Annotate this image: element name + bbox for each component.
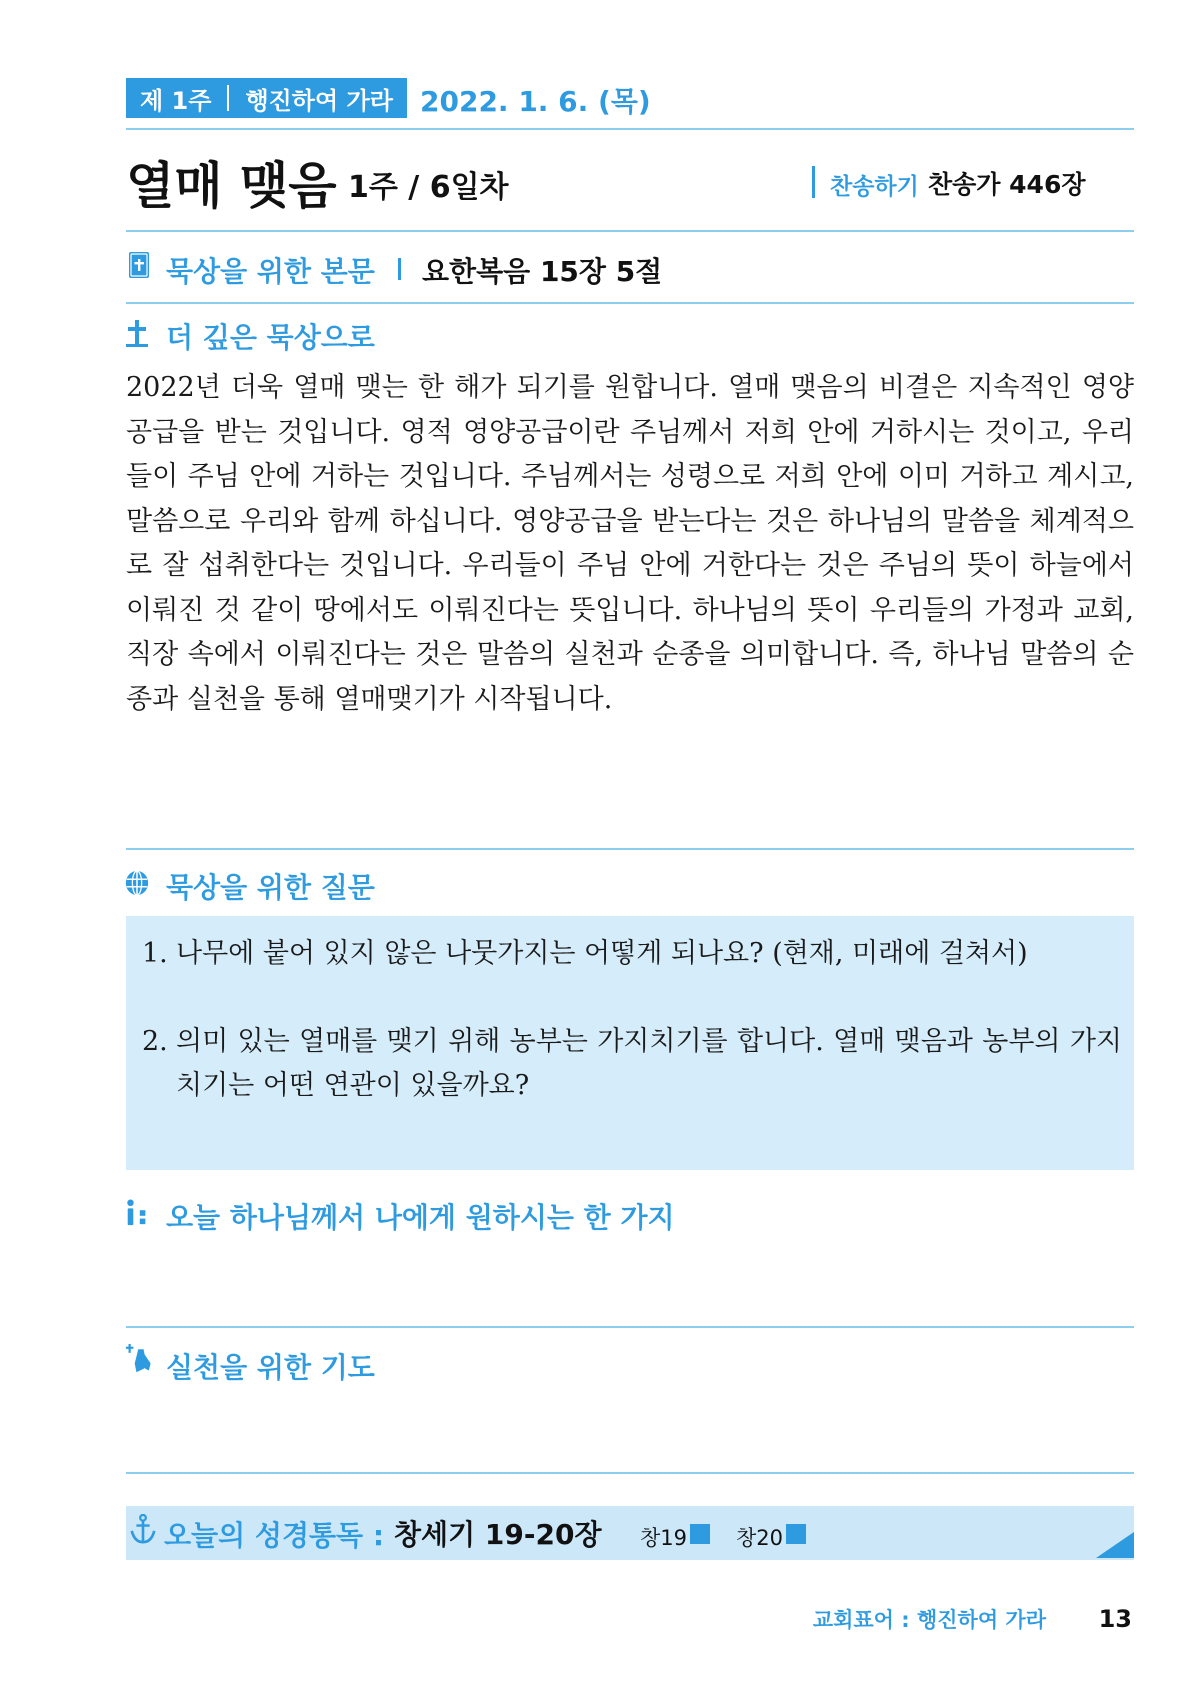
one-thing-label: 오늘 하나님께서 나에게 원하시는 한 가지 <box>166 1201 675 1234</box>
week-tag-divider <box>227 85 229 111</box>
page-subtitle: 1주 / 6일차 <box>348 170 509 205</box>
praying-hands-icon <box>124 1344 156 1374</box>
week-label: 제 1주 <box>140 86 212 115</box>
reading-check-label: 창19 <box>640 1526 688 1550</box>
passage-reference: 요한복음 15장 5절 <box>422 255 663 288</box>
hymn-label: 찬송하기 <box>830 174 919 200</box>
questions-list <box>142 932 1122 1152</box>
week-tag <box>126 78 407 118</box>
question-number: 2. <box>142 1026 168 1057</box>
questions-label: 묵상을 위한 질문 <box>166 871 375 904</box>
church-motto: 교회표어 : 행진하여 가라 <box>812 1608 1046 1632</box>
bible-icon <box>126 250 152 280</box>
page-date: 2022. 1. 6. (목) <box>420 85 651 118</box>
title-divider <box>126 230 1134 232</box>
hymn-divider <box>812 166 815 198</box>
question-number: 1. <box>142 938 168 969</box>
one-thing-divider <box>126 1326 1134 1328</box>
person-info-icon <box>124 1198 150 1228</box>
meditation-text: 2022년 더욱 열매 맺는 한 해가 되기를 원합니다. 열매 맺음의 비결은 지속적인 영양공급을 받는 것입니다. 영적 영양공급이란 주님께서 저희 안에 거하시는 것이고, 우리들이 주님 안에 거하는 것입니다. 주님께서는 성령으로 저희 안에 이미 거하고 계시고, 말씀으로 우리와 함께 하십니다. 영양공급을 받는다는 것은 하나님의 말씀을 체계적으로 잘 섭취한다는 것입니다. 우리들이 주님 안에 거한다는 것은 주님의 뜻이 하늘에서 이뤄진 것 같이 땅에서도 이뤄진다는 뜻입니다. 하나님의 뜻이 우리들의 가정과 교회, 직장 속에서 이뤄진다는 것은 말씀의 실천과 순종을 의미합니다. 즉, 하나님 말씀의 순종과 실천을 통해 열매맺기가 시작됩니다. <box>126 372 1134 715</box>
passage-label: 묵상을 위한 본문 <box>166 255 375 288</box>
reading-checkbox[interactable] <box>786 1524 806 1544</box>
question-item <box>142 932 1122 976</box>
page-title: 열매 맺음 <box>126 157 337 215</box>
question-text: 나무에 붙어 있지 않은 나뭇가지는 어떻게 되나요? (현재, 미래에 걸쳐서) <box>176 938 1028 969</box>
week-theme: 행진하여 가라 <box>245 86 393 115</box>
reading-check-label: 창20 <box>736 1526 784 1550</box>
meditation-divider <box>126 848 1134 850</box>
bible-reading-label: 오늘의 성경통독 : <box>164 1519 385 1552</box>
bible-reading-value: 창세기 19-20장 <box>394 1518 602 1551</box>
reading-checkbox[interactable] <box>690 1524 710 1544</box>
page-number: 13 <box>1098 1605 1132 1633</box>
prayer-divider <box>126 1472 1134 1474</box>
corner-accent <box>1096 1532 1134 1558</box>
question-item <box>142 1020 1122 1108</box>
hymn-value: 찬송가 446장 <box>928 170 1086 199</box>
prayer-label: 실천을 위한 기도 <box>166 1351 375 1384</box>
cross-icon <box>124 318 150 348</box>
question-text: 의미 있는 열매를 맺기 위해 농부는 가지치기를 합니다. 열매 맺음과 농부의 가지치기는 어떤 연관이 있을까요? <box>176 1026 1122 1101</box>
anchor-icon <box>128 1514 158 1544</box>
passage-separator <box>398 258 401 280</box>
header-divider <box>126 128 1134 130</box>
globe-icon <box>124 868 150 898</box>
meditation-label: 더 깊은 묵상으로 <box>166 321 375 354</box>
passage-divider <box>126 302 1134 304</box>
